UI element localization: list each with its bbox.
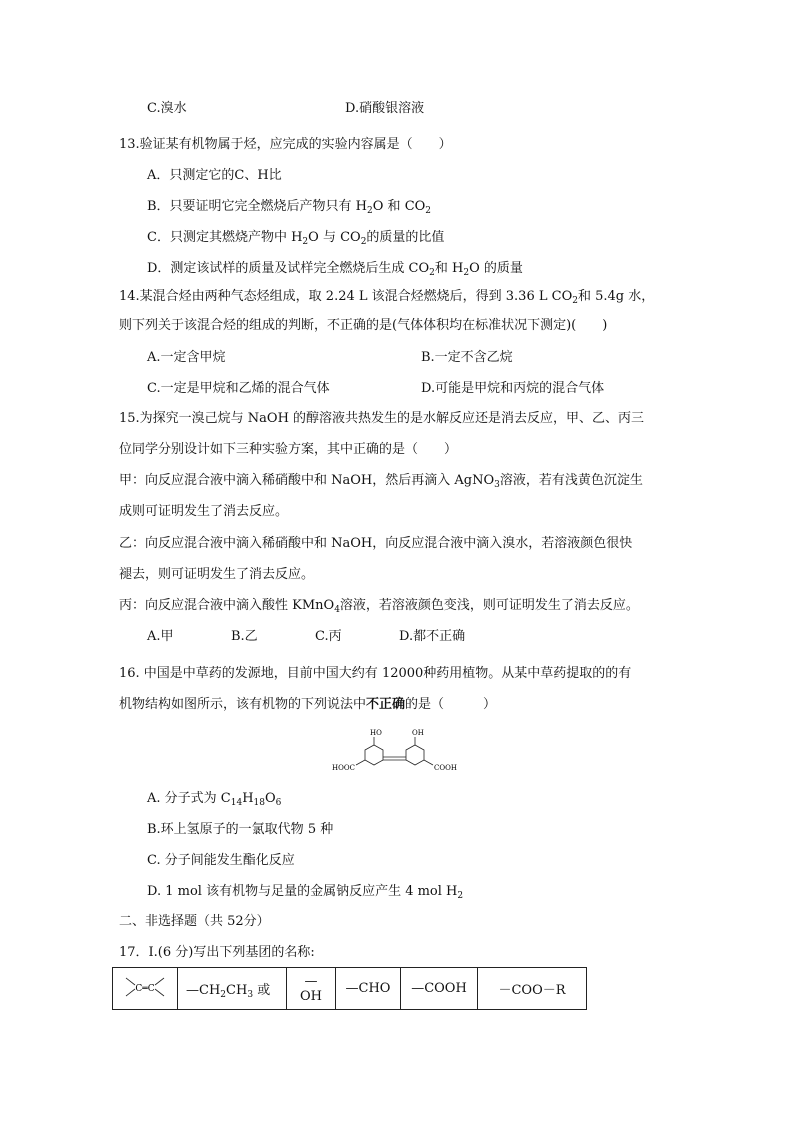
cell-alkene xyxy=(113,968,178,1010)
q14-option-c: C.一定是甲烷和乙烯的混合气体 xyxy=(147,381,330,396)
mol-cooh-left: HOOC xyxy=(332,764,355,772)
q13-stem: 13.验证某有机物属于烃，应完成的实验内容属是（ ） xyxy=(119,137,452,152)
q13-option-b: B．只要证明它完全燃烧后产物只有 $H_2O$ 和 $CO_2$ xyxy=(147,199,432,216)
molecule-structure-diagram xyxy=(330,727,462,777)
q16-option-a: A. 分子式为 $C_{14}H_{18}O_6$ xyxy=(147,791,282,808)
q16-option-c: C. 分子间能发生酯化反应 xyxy=(147,853,295,868)
q15-plan-bing: 丙：向反应混合液中滴入酸性 KMnO$_4$溶液，若溶液颜色变浅，则可证明发生了消去反应。 xyxy=(119,598,639,615)
q15-plan-yi-line2: 褪去，则可证明发生了消去反应。 xyxy=(119,567,315,582)
cell-ester: －COO－R xyxy=(478,968,587,1010)
q14-option-b: B.一定不含乙烷 xyxy=(421,350,513,365)
q16-stem-line2: 机物结构如图所示，该有机物的下列说法中不正确的是（ ） xyxy=(119,697,497,712)
q15-option-c: C.丙 xyxy=(315,629,342,644)
q15-plan-jia-line1: 甲：向反应混合液中滴入稀硝酸中和 NaOH，然后再滴入 AgNO$_3$溶液，若有浅黄色沉淀生 xyxy=(119,473,643,490)
q15-plan-jia-line2: 成则可证明发生了消去反应。 xyxy=(119,504,289,519)
q16-stem-line1: 16. 中国是中草药的发源地，目前中国大约有 12000种药用植物。从某中草药提取的的有 xyxy=(119,666,632,681)
q14-stem-line2: 则下列关于该混合烃的组成的判断，不正确的是(气体体积均在标准状况下测定)( ) xyxy=(119,318,608,333)
cell-ethyl: $—CH_2CH_3$ 或 xyxy=(178,968,287,1010)
functional-group-table xyxy=(112,967,587,1010)
q14-option-a: A.一定含甲烷 xyxy=(147,350,226,365)
q16-option-d: D. 1 mol 该有机物与足量的金属钠反应产生 4 mol $H_2$ xyxy=(147,884,464,901)
q14-stem-line1: 14.某混合烃由两种气态烃组成，取 2.24 L 该混合烃燃烧后，得到 3.36 L $CO_2$和 5.4g 水， xyxy=(119,289,655,306)
mol-oh-right: OH xyxy=(412,729,424,737)
mol-cooh-right: COOH xyxy=(434,764,457,772)
q13-option-c: C．只测定其燃烧产物中 $H_2O$ 与 $CO_2$的质量的比值 xyxy=(147,230,445,247)
q15-stem-line2: 位同学分别设计如下三种实验方案，其中正确的是（ ） xyxy=(119,442,458,457)
alkene-label: C═C xyxy=(135,983,155,994)
q12-option-c: C.溴水 xyxy=(147,101,187,116)
q15-stem-line1: 15.为探究一溴己烷与 NaOH 的醇溶液共热发生的是水解反应还是消去反应，甲、乙、丙三 xyxy=(119,411,645,426)
q15-option-b: B.乙 xyxy=(231,629,258,644)
cell-carboxyl: —COOH xyxy=(401,968,478,1010)
q12-option-d: D.硝酸银溶液 xyxy=(345,101,425,116)
q15-option-a: A.甲 xyxy=(147,629,174,644)
mol-ho-left: HO xyxy=(370,729,382,737)
q16-option-b: B.环上氢原子的一氯取代物 5 种 xyxy=(147,822,334,837)
q13-option-d: D．测定该试样的质量及试样完全燃烧后生成 $CO_2$和 $H_2O$ 的质量 xyxy=(147,261,523,278)
cell-hydroxyl: —OH xyxy=(287,968,336,1010)
q17-stem: 17．Ⅰ.(6 分)写出下列基团的名称: xyxy=(119,945,315,960)
q15-option-d: D.都不正确 xyxy=(399,629,466,644)
q13-option-a: A．只测定它的C、H比 xyxy=(147,168,282,183)
q15-plan-yi-line1: 乙：向反应混合液中滴入稀硝酸中和 NaOH，向反应混合液中滴入溴水，若溶液颜色很快 xyxy=(119,536,633,551)
q14-option-d: D.可能是甲烷和丙烷的混合气体 xyxy=(421,381,605,396)
alkene-bond-icon xyxy=(123,975,167,999)
cell-aldehyde: —CHO xyxy=(336,968,401,1010)
section-heading: 二、非选择题（共 52分） xyxy=(119,914,270,929)
